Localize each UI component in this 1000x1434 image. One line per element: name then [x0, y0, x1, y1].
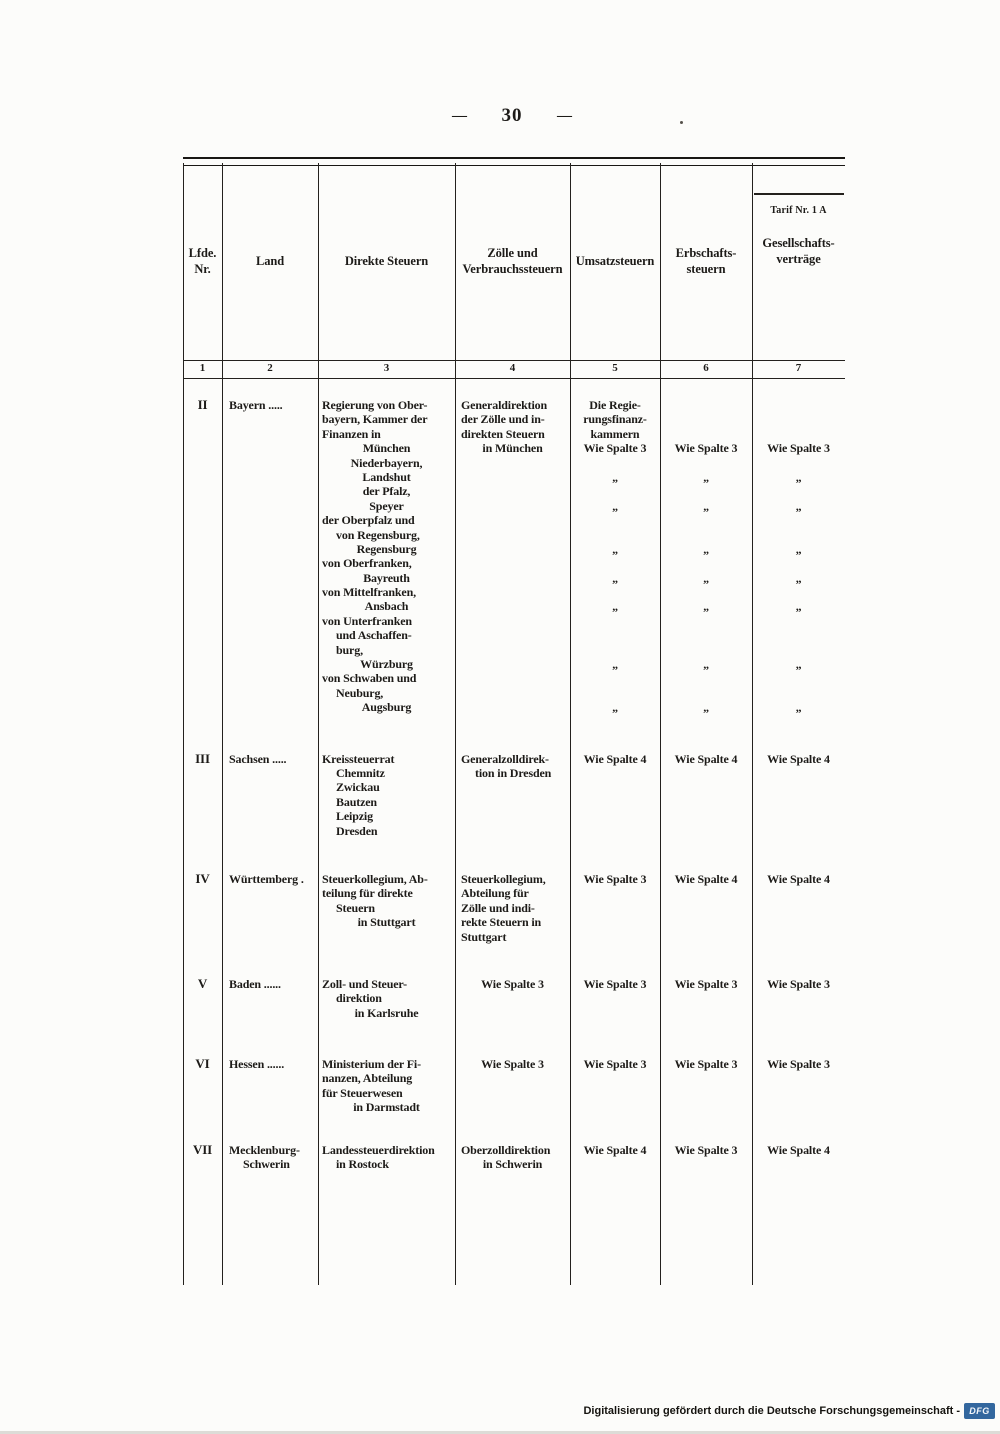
cell-line: Wie Spalte 4 [583, 751, 647, 766]
cell-line: „ [612, 657, 618, 672]
cell-line: „ [795, 599, 802, 614]
cell-line: der Oberpfalz und [322, 513, 415, 528]
cell-line: Zwickau [336, 780, 380, 795]
cell-line [570, 456, 660, 470]
cell-line [752, 427, 845, 441]
cell-line: „ [703, 541, 709, 556]
cell-line: für Steuerwesen [322, 1085, 403, 1100]
cell-line [570, 628, 660, 642]
direkte-steuern-cell [318, 1143, 455, 1172]
cell-line: „ [612, 469, 618, 484]
cell-line: „ [703, 657, 709, 672]
cell-line [570, 614, 660, 628]
column-number: 4 [509, 362, 516, 374]
cell-line: Regensburg [356, 541, 417, 556]
cell-line: Abteilung für [461, 886, 529, 901]
cell-line: Die Regie- [589, 398, 641, 412]
cell-line [660, 556, 752, 570]
table-row [183, 752, 845, 838]
cell-line [660, 686, 752, 700]
land-cell [222, 398, 318, 715]
cell-line: Sachsen ..... [229, 751, 287, 766]
row-number-cell [183, 1057, 222, 1115]
cell-line [570, 686, 660, 700]
table-row [183, 1057, 845, 1115]
header-line: Erbschafts- [675, 246, 737, 260]
umsatzsteuern-cell [570, 398, 660, 715]
table-row [183, 1143, 845, 1172]
cell-line: Wie Spalte 3 [583, 441, 647, 456]
erbschaftssteuern-cell [660, 977, 752, 1020]
umsatzsteuern-cell [570, 752, 660, 838]
column-header-land [222, 253, 318, 269]
header-line: Nr. [194, 262, 211, 276]
cell-line: Bautzen [336, 794, 377, 809]
cell-line: in Stuttgart [357, 915, 416, 930]
cell-line [660, 614, 752, 628]
cell-line: Wie Spalte 3 [767, 976, 830, 991]
cell-line: rungsfinanz- [583, 412, 647, 427]
cell-line: Wie Spalte 3 [767, 1057, 830, 1072]
cell-line [752, 628, 845, 642]
cell-line: VII [192, 1141, 213, 1157]
column-number-row [183, 362, 845, 376]
cell-line: von Unterfranken [322, 613, 412, 628]
row-number-cell [183, 398, 222, 715]
erbschaftssteuern-cell [660, 752, 752, 838]
cell-line [752, 643, 845, 657]
cell-line: Wie Spalte 4 [767, 1142, 830, 1157]
cell-line [660, 427, 752, 441]
cell-line: Würzburg [360, 657, 413, 672]
cell-line: „ [703, 570, 709, 585]
land-cell [222, 1057, 318, 1115]
cell-line: Wie Spalte 4 [583, 1142, 647, 1157]
cell-line: teilung für direkte [322, 886, 413, 901]
header-line: Verbrauchssteuern [462, 262, 563, 276]
cell-line: burg, [336, 642, 363, 657]
cell-line: „ [612, 498, 618, 513]
cell-line [660, 456, 752, 470]
column-number: 2 [267, 362, 273, 374]
cell-line: Finanzen in [322, 426, 381, 441]
cell-line [660, 528, 752, 542]
zoelle-cell [455, 872, 570, 944]
cell-line: Niederbayern, [350, 455, 423, 470]
table-top-double-rule [183, 157, 845, 166]
cell-line: „ [703, 599, 709, 614]
cell-line [752, 671, 845, 685]
gesellschaftsvertraege-cell [752, 1143, 845, 1172]
cell-line: Steuern [336, 900, 375, 915]
digitization-credit: Digitalisierung gefördert durch die Deutsche Forschungsgemeinschaft - [583, 1405, 960, 1417]
gesellschaftsvertraege-cell [752, 1057, 845, 1115]
cell-line [660, 484, 752, 498]
cell-line: II [197, 397, 208, 412]
erbschaftssteuern-cell [660, 1143, 752, 1172]
cell-line: Bayern ..... [229, 398, 283, 412]
cell-line [752, 686, 845, 700]
page-number-dash-left: — [452, 107, 467, 124]
tarif-label: Tarif Nr. 1 A [770, 204, 827, 216]
column-number: 5 [612, 362, 618, 374]
digitization-footer [583, 1403, 995, 1419]
cell-line: Stuttgart [461, 929, 507, 944]
cell-line: Landessteuerdirektion [322, 1142, 435, 1157]
header-line: Zölle und [487, 246, 538, 260]
cell-line [570, 585, 660, 599]
cell-line [752, 528, 845, 542]
column-header-umsatzsteuern [570, 253, 660, 269]
cell-line: in Darmstadt [353, 1100, 420, 1115]
cell-line: V [197, 975, 208, 991]
cell-line: „ [612, 599, 618, 614]
cell-line [752, 585, 845, 599]
cell-line [660, 585, 752, 599]
cell-line: kammern [590, 426, 640, 441]
umsatzsteuern-cell [570, 977, 660, 1020]
cell-line: Zölle und indi- [461, 900, 535, 915]
cell-line: Wie Spalte 3 [674, 1142, 738, 1157]
column-header-direkte-steuern [318, 253, 455, 269]
cell-line: nanzen, Abteilung [322, 1071, 413, 1086]
cell-line: der Pfalz, [362, 484, 411, 499]
land-cell [222, 1143, 318, 1172]
column-number: 3 [383, 362, 390, 374]
cell-line: Ministerium der Fi- [322, 1057, 421, 1072]
direkte-steuern-cell [318, 977, 455, 1020]
cell-line: Wie Spalte 3 [481, 976, 544, 991]
cell-line: Generalzolldirek- [461, 751, 549, 766]
zoelle-cell [455, 1057, 570, 1115]
land-cell [222, 977, 318, 1020]
cell-line [660, 671, 752, 685]
gesellschaftsvertraege-cell [752, 977, 845, 1020]
tarif-rule [754, 193, 844, 195]
cell-line: Hessen ...... [229, 1057, 285, 1072]
cell-line: Wie Spalte 4 [674, 871, 738, 886]
cell-line: VI [195, 1056, 210, 1072]
cell-line [752, 484, 845, 498]
cell-line: „ [795, 541, 802, 556]
cell-line: IV [195, 870, 210, 886]
cell-line: bayern, Kammer der [322, 412, 428, 427]
table-row [183, 977, 845, 1020]
zoelle-cell [455, 1143, 570, 1172]
cell-line [660, 628, 752, 642]
row-number-cell [183, 872, 222, 944]
cell-line: von Oberfranken, [322, 556, 412, 571]
cell-line: Steuerkollegium, Ab- [322, 871, 428, 886]
cell-line: Neuburg, [336, 685, 384, 700]
cell-line [752, 398, 845, 412]
cell-line: in Schwerin [482, 1157, 543, 1172]
cell-line: Wie Spalte 3 [583, 976, 647, 991]
gesellschaftsvertraege-cell [752, 398, 845, 715]
header-line: Umsatzsteuern [575, 254, 655, 268]
cell-line: Wie Spalte 3 [674, 1057, 738, 1072]
cell-line: Steuerkollegium, [461, 871, 546, 886]
cell-line [752, 556, 845, 570]
cell-line: Wie Spalte 3 [674, 441, 738, 456]
header-line: Gesellschafts- [762, 235, 835, 250]
cell-line: Wie Spalte 3 [674, 976, 738, 991]
cell-line: Landshut [362, 469, 411, 484]
cell-line: Dresden [336, 823, 378, 838]
page-number [452, 105, 572, 127]
cell-line: Wie Spalte 3 [583, 871, 647, 886]
cell-line: „ [612, 541, 618, 556]
tax-authorities-table [183, 157, 845, 1285]
table-row [183, 872, 845, 944]
cell-line: „ [612, 570, 618, 585]
cell-line: Wie Spalte 3 [481, 1057, 544, 1072]
cell-line [570, 484, 660, 498]
cell-line [752, 456, 845, 470]
cell-line: München [362, 441, 411, 456]
number-row-bottom-rule [183, 378, 845, 379]
gesellschaftsvertraege-cell [752, 872, 845, 944]
umsatzsteuern-cell [570, 1143, 660, 1172]
column-header-gesellschaftsvertraege [752, 193, 845, 267]
cell-line: Oberzolldirektion [461, 1142, 551, 1157]
header-line: Direkte Steuern [344, 254, 429, 268]
cell-line: Kreissteuerrat [322, 751, 395, 766]
header-line: verträge [776, 251, 821, 266]
cell-line [660, 643, 752, 657]
page-number-dash-right: — [557, 107, 572, 124]
column-number: 6 [703, 362, 709, 374]
zoelle-cell [455, 977, 570, 1020]
column-header-zoelle [455, 245, 570, 277]
direkte-steuern-cell [318, 872, 455, 944]
header-line: steuern [686, 262, 726, 276]
column-number: 1 [199, 362, 206, 374]
cell-line: Ansbach [364, 599, 409, 614]
table-body [183, 398, 845, 1171]
column-number: 7 [795, 362, 802, 374]
cell-line: Chemnitz [336, 765, 385, 780]
cell-line: Leipzig [336, 809, 373, 824]
cell-line: in Karlsruhe [354, 1005, 419, 1020]
cell-line: Wie Spalte 4 [767, 871, 830, 886]
cell-line: „ [703, 498, 709, 513]
erbschaftssteuern-cell [660, 398, 752, 715]
row-number-cell [183, 752, 222, 838]
cell-line [570, 643, 660, 657]
direkte-steuern-cell [318, 752, 455, 838]
cell-line: „ [795, 498, 802, 513]
cell-line: Schwerin [243, 1157, 290, 1172]
cell-line: Wie Spalte 4 [674, 751, 738, 766]
cell-line: in Rostock [336, 1157, 389, 1172]
cell-line: in München [482, 441, 543, 456]
cell-line: Wie Spalte 3 [767, 441, 830, 456]
cell-line: Bayreuth [363, 570, 410, 585]
cell-line [752, 513, 845, 527]
header-line: Lfde. [188, 246, 217, 260]
cell-line: Regierung von Ober- [322, 398, 428, 412]
row-number-cell [183, 977, 222, 1020]
umsatzsteuern-cell [570, 1057, 660, 1115]
cell-line: und Aschaffen- [336, 628, 412, 643]
cell-line [570, 528, 660, 542]
cell-line: Augsburg [361, 700, 412, 715]
direkte-steuern-cell [318, 398, 455, 715]
umsatzsteuern-cell [570, 872, 660, 944]
row-number-cell [183, 1143, 222, 1172]
cell-line: „ [795, 657, 802, 672]
cell-line: tion in Dresden [475, 765, 552, 780]
zoelle-cell [455, 752, 570, 838]
ink-speck [680, 121, 683, 124]
cell-line: „ [703, 700, 709, 715]
dfg-logo: DFG [964, 1403, 995, 1419]
gesellschaftsvertraege-cell [752, 752, 845, 838]
cell-line [660, 398, 752, 412]
cell-line: direktion [336, 991, 382, 1006]
cell-line [570, 671, 660, 685]
cell-line: der Zölle und in- [461, 412, 545, 427]
cell-line [660, 412, 752, 426]
cell-line: „ [795, 469, 802, 484]
cell-line [570, 556, 660, 570]
cell-line: Mecklenburg- [229, 1142, 300, 1157]
table-row [183, 398, 845, 715]
land-cell [222, 872, 318, 944]
cell-line: rekte Steuern in [461, 915, 542, 930]
cell-line [752, 614, 845, 628]
cell-line: Württemberg . [229, 871, 304, 886]
land-cell [222, 752, 318, 838]
cell-line: Zoll- und Steuer- [322, 976, 408, 991]
cell-line: Wie Spalte 4 [767, 751, 830, 766]
cell-line: von Schwaben und [322, 671, 417, 686]
cell-line [570, 513, 660, 527]
cell-line: „ [795, 570, 802, 585]
column-header-lfde-nr [183, 245, 222, 277]
header-line: Land [255, 254, 285, 268]
cell-line: „ [703, 469, 709, 484]
cell-line [660, 513, 752, 527]
cell-line: III [195, 750, 210, 766]
cell-line: Generaldirektion [461, 398, 548, 412]
erbschaftssteuern-cell [660, 872, 752, 944]
cell-line: von Mittelfranken, [322, 585, 416, 600]
cell-line: „ [612, 700, 618, 715]
cell-line: „ [795, 700, 802, 715]
cell-line: direkten Steuern [461, 426, 545, 441]
direkte-steuern-cell [318, 1057, 455, 1115]
cell-line: Speyer [369, 498, 404, 513]
cell-line: von Regensburg, [336, 527, 420, 542]
erbschaftssteuern-cell [660, 1057, 752, 1115]
cell-line: Baden ...... [229, 976, 281, 991]
cell-line: Wie Spalte 3 [583, 1057, 647, 1072]
column-header-erbschaftssteuern [660, 245, 752, 277]
page-number-value: 30 [501, 105, 523, 126]
cell-line [752, 412, 845, 426]
zoelle-cell [455, 398, 570, 715]
